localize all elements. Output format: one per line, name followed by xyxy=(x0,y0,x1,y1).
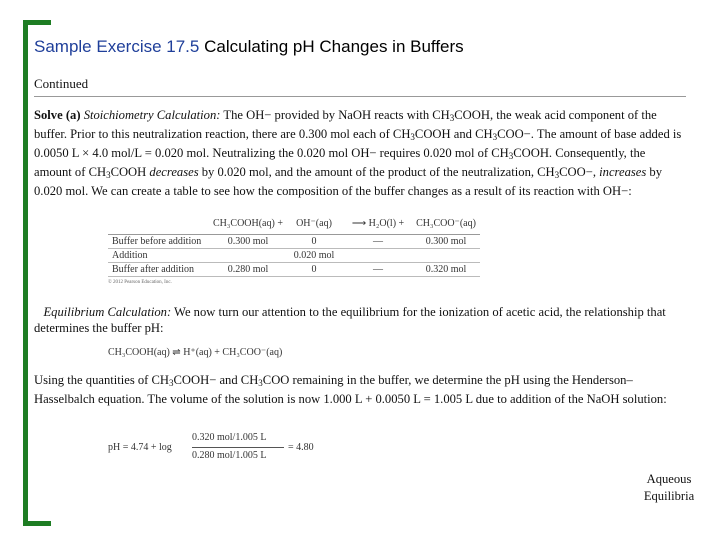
hh-lhs: pH = 4.74 + log xyxy=(108,442,172,453)
using-paragraph: Using the quantities of $CH_3COOH-$ and $CH_3COO$ remaining in the buffer, we determine the pH using the Henderson–Hasselbalch equation. The volume of the solution is now 1.000 L + 0.0050 L = 1.005 L due to addition of the NaOH solution: xyxy=(34,373,667,406)
solve-paragraph: Solve (a) Stoichiometry Calculation: The OH− provided by NaOH reacts with $CH_3COOH$, the weak acid component of the buffer. Prior to this neutralization reaction, there are 0.300 mol each of $CH_3COOH$ and $CH_3COO-$. The amount of base added is 0.0050 L × 4.0 mol/L = 0.020 mol. Neutralizing the 0.020 mol OH− requires 0.020 mol of $CH_3COOH$. Consequently, the amount of $CH_3COOH$ decreases by 0.020 mol, and the amount of the product of the neutralization, $CH_3COO-$, increases by 0.020 mol. We can create a table to see how the composition of the buffer changes as a result of its reaction with OH−: xyxy=(34,108,682,198)
eq-water: ⟶ H₂O(l) + xyxy=(351,218,405,229)
henderson-hasselbalch-equation xyxy=(108,430,338,466)
ionization-equation: CH₃COOH(aq) ⇌ H⁺(aq) + CH₃COO⁻(aq) xyxy=(108,347,283,358)
continued-label: Continued xyxy=(34,76,89,91)
title-exercise-number: Sample Exercise 17.5 xyxy=(34,37,200,56)
chapter-footer: Aqueous Equilibria xyxy=(643,472,695,503)
stoichiometry-heading: Stoichiometry Calculation: xyxy=(83,108,221,122)
buffer-composition-table xyxy=(108,213,480,285)
frame-left-bar xyxy=(23,20,28,526)
page-title xyxy=(34,37,464,57)
table-row: Addition 0.020 mol xyxy=(108,249,480,263)
eq-acid: CH₃COOH(aq) + xyxy=(213,218,283,229)
reaction-equation-row xyxy=(108,213,480,235)
equilibrium-paragraph: Equilibrium Calculation: We now turn our attention to the equilibrium for the ionization of acetic acid, the relationship that determines the buffer pH: xyxy=(34,305,666,335)
table-row: Buffer after addition 0.280 mol 0 — 0.320 mol xyxy=(108,263,480,277)
hh-result: = 4.80 xyxy=(288,442,314,453)
frame-top-tick xyxy=(23,20,51,25)
solve-label: Solve (a) xyxy=(34,108,81,122)
hh-denominator: 0.280 mol/1.005 L xyxy=(192,450,267,461)
fraction-bar xyxy=(192,447,284,448)
frame-bottom-tick xyxy=(23,521,51,526)
hh-numerator: 0.320 mol/1.005 L xyxy=(192,432,267,443)
divider xyxy=(34,96,686,97)
title-text: Calculating pH Changes in Buffers xyxy=(204,37,464,56)
equilibrium-heading: Equilibrium Calculation: xyxy=(43,305,172,319)
copyright-note: © 2012 Pearson Education, Inc. xyxy=(108,280,172,285)
eq-acetate: CH₃COO⁻(aq) xyxy=(416,218,476,229)
table-row: Buffer before addition 0.300 mol 0 — 0.300 mol xyxy=(108,235,480,249)
eq-hydroxide: OH⁻(aq) xyxy=(296,218,332,229)
